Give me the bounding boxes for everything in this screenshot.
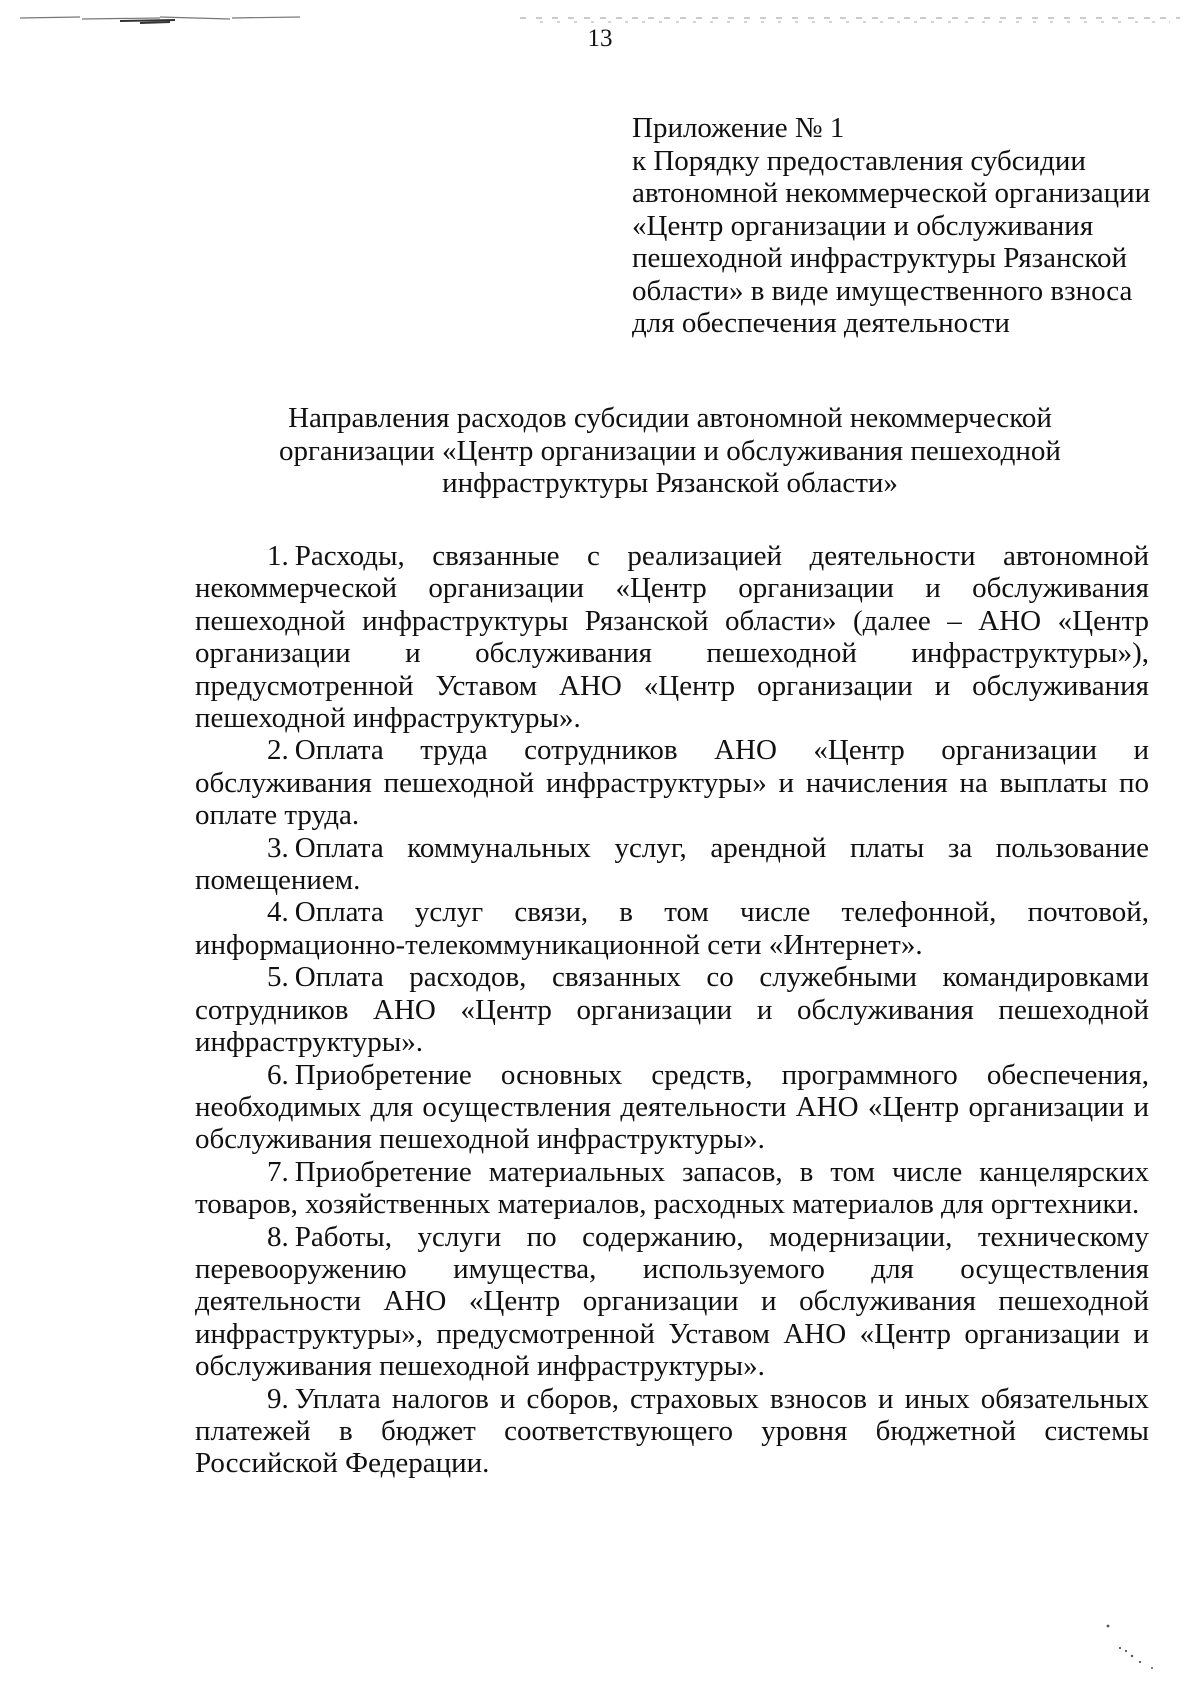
list-item	[195, 832, 1149, 897]
list-item	[195, 734, 1149, 831]
item-number: 5.	[267, 961, 289, 994]
item-number: 7.	[267, 1155, 289, 1188]
appendix-line: к Порядку предоставления субсидии	[632, 144, 1086, 177]
appendix-line: области» в виде имущественного взноса	[632, 274, 1133, 307]
item-number: 8.	[267, 1220, 289, 1253]
item-text: Оплата коммунальных услуг, арендной платы за пользование помещением.	[195, 831, 1149, 897]
item-number: 9.	[267, 1382, 289, 1415]
item-text: Оплата труда сотрудников АНО «Центр организации и обслуживания пешеходной инфраструктуры» и начисления на выплаты по оплате труда.	[195, 734, 1149, 832]
list-item	[195, 1059, 1149, 1156]
expense-directions-list	[195, 540, 1149, 1480]
item-number: 2.	[267, 734, 289, 767]
item-text: Оплата расходов, связанных со служебными командировками сотрудников АНО «Центр организации и обслуживания пешеходной инфраструктуры».	[195, 961, 1149, 1059]
page-number: 13	[587, 25, 613, 52]
appendix-title: Приложение № 1	[632, 112, 845, 144]
item-text: Расходы, связанные с реализацией деятельности автономной некоммерческой организации «Центр организации и обслуживания пешеходной инфраструктуры Рязанской области» (далее – АНО «Центр организации и обслуживания пешеходной инфраструктуры»), предусмотренной Уставом АНО «Центр организации и обслуживания пешеходной инфраструктуры».	[195, 540, 1149, 735]
item-text: Приобретение основных средств, программного обеспечения, необходимых для осуществления деятельности АНО «Центр организации и обслуживания пешеходной инфраструктуры».	[195, 1058, 1149, 1156]
item-text: Уплата налогов и сборов, страховых взносов и иных обязательных платежей в бюджет соответствующего уровня бюджетной системы Российской Федерации.	[195, 1382, 1149, 1480]
appendix-line: пешеходной инфраструктуры Рязанской	[632, 242, 1127, 274]
scan-artifact-corner	[1100, 1620, 1170, 1680]
item-text: Работы, услуги по содержанию, модернизации, техническому перевооружению имущества, используемого для осуществления деятельности АНО «Центр организации и обслуживания пешеходной инфраструктуры», предусмотренной Уставом АНО «Центр организации и обслуживания пешеходной инфраструктуры».	[195, 1220, 1149, 1383]
list-item	[195, 961, 1149, 1058]
list-item	[195, 540, 1149, 734]
heading-line: Направления расходов субсидии автономной некоммерческой	[288, 402, 1052, 434]
list-item	[195, 896, 1149, 961]
appendix-line: для обеспечения деятельности	[632, 307, 1010, 339]
item-number: 6.	[267, 1058, 289, 1091]
item-number: 4.	[267, 896, 289, 929]
item-text: Приобретение материальных запасов, в том числе канцелярских товаров, хозяйственных материалов, расходных материалов для оргтехники.	[195, 1155, 1149, 1221]
heading-line: организации «Центр организации и обслуживания пешеходной	[279, 434, 1061, 467]
appendix-block	[632, 112, 1172, 340]
item-number: 1.	[267, 540, 289, 572]
item-number: 3.	[267, 831, 289, 864]
appendix-line: «Центр организации и обслуживания	[632, 209, 1094, 242]
item-text: Оплата услуг связи, в том числе телефонной, почтовой, информационно-телекоммуникационной сети «Интернет».	[195, 896, 1149, 961]
list-item	[195, 1221, 1149, 1383]
appendix-line: автономной некоммерческой организации	[632, 177, 1151, 209]
list-item	[195, 1383, 1149, 1480]
list-item	[195, 1156, 1149, 1221]
heading-line: инфраструктуры Рязанской области»	[442, 467, 898, 499]
document-heading	[180, 402, 1160, 500]
